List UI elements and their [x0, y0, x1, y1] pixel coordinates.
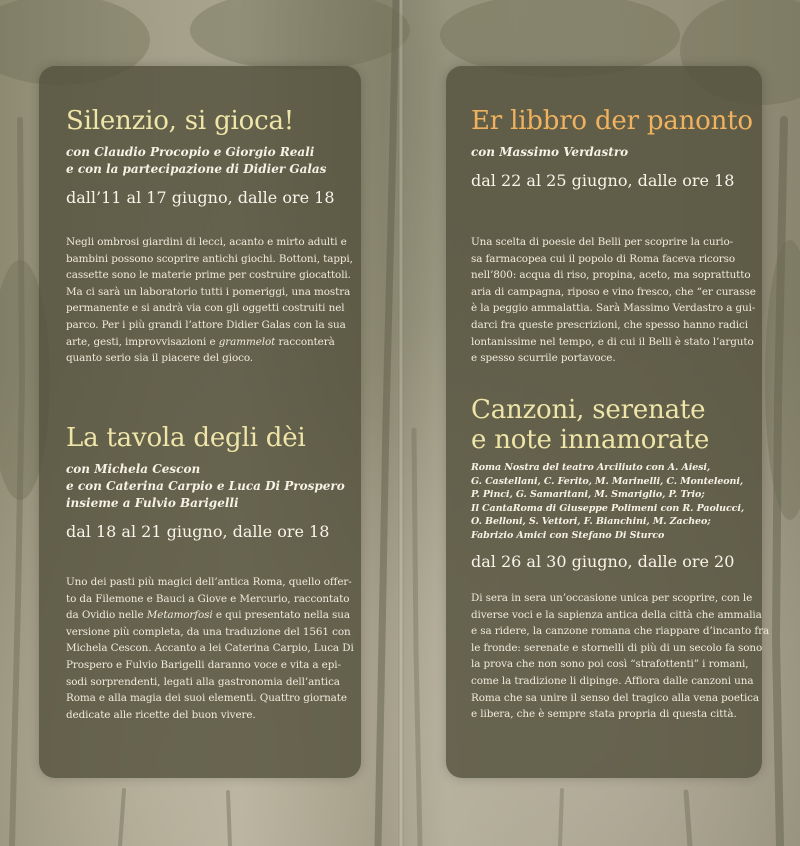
event-tavola-description: Uno dei pasti più magici dell’antica Roma, quello offer- to da Filemone e Bauci a Giove e Mercurio, raccontato da Ovidio nelle Metamorfosi e qui presentato nella sua versione più completa, da una traduzione del 1561 con Michela Cescon. Accanto a lei Caterina Carpio, Luca Di Prospero e Fulvio Barigelli daranno voce e vita a epi- sodi sorprendenti, legati alla gastronomia dell’antica Roma e alla magia dei suoi elementi. Quattro giornate dedicate alle ricette del buon vivere.	[66, 576, 354, 721]
event-canzoni-description: Di sera in sera un’occasione unica per scoprire, con le diverse voci e la sapienza antica della città che ammalia e sa ridere, la canzone romana che riappare d’incanto fra le fronde: serenate e stornelli di più di un secolo fa sono la prova che non sono poi così “strafottenti” i romani, come la tradizione li dipinge. Affiora dalle canzoni una Roma che sa unire il senso del tragico alla vena poetica e libera, che è sempre stata propria di questa città.	[471, 592, 770, 721]
event-credits: con Michela Cescon e con Caterina Carpio e Luca Di Prospero insieme a Fulvio Barigelli	[66, 462, 345, 510]
event-credits: con Claudio Procopio e Giorgio Reali e con la partecipazione di Didier Galas	[66, 145, 327, 176]
event-title: La tavola degli dèi	[66, 423, 306, 453]
event-dates: dal 26 al 30 giugno, dalle ore 20	[471, 552, 735, 571]
event-silenzio-description: Negli ombrosi giardini di lecci, acanto e mirto adulti e bambini possono scoprire antichi giochi. Bottoni, tappi, cassette sono le materie prime per costruire giocattoli. Ma ci sarà un laboratorio tutti i pomeriggi, una mostra permanente e si andrà via con gli oggetti costruiti nel parco. Per i più grandi l’attore Didier Galas con la sua arte, gesti, improvvisazioni e grammelot racconterà quanto serio sia il piacere del gioco.	[66, 236, 353, 365]
event-dates: dal 18 al 21 giugno, dalle ore 18	[66, 522, 330, 541]
event-title: Canzoni, serenate e note innamorate	[471, 395, 710, 455]
event-title: Er libbro der panonto	[471, 106, 753, 136]
event-tavola	[66, 423, 356, 542]
event-libbro-description: Una scelta di poesie del Belli per scoprire la curio- sa farmacopea cui il popolo di Roma faceva ricorso nell’800: acqua di riso, propina, aceto, ma soprattutto aria di campagna, riposo e vino fresco, che “er curasse è la peggio ammalattia. Sarà Massimo Verdastro a gui- darci fra queste prescrizioni, che spesso hanno radici lontanissime nel tempo, e di cui il Belli è stato l’arguto e spesso scurrile portavoce.	[471, 236, 756, 365]
event-credits: con Massimo Verdastro	[471, 145, 629, 159]
event-dates: dall’11 al 17 giugno, dalle ore 18	[66, 188, 335, 207]
event-silenzio	[66, 106, 356, 208]
event-title: Silenzio, si gioca!	[66, 106, 295, 136]
event-libbro	[471, 106, 759, 191]
event-dates: dal 22 al 25 giugno, dalle ore 18	[471, 171, 735, 190]
event-credits: Roma Nostra del teatro Arciliuto con A. Aiesi, G. Castellani, C. Ferito, M. Marinelli, C. Monteleoni, P. Pinci, G. Samaritani, M. Smariglio, P. Trio; Il CantaRoma di Giuseppe Polimeni con R. Paolucci, O. Belloni, S. Vettori, F. Bianchini, M. Zacheo; Fabrizio Amici con Stefano Di Sturco	[471, 462, 745, 541]
page-fold	[398, 0, 404, 846]
event-canzoni	[471, 395, 759, 572]
